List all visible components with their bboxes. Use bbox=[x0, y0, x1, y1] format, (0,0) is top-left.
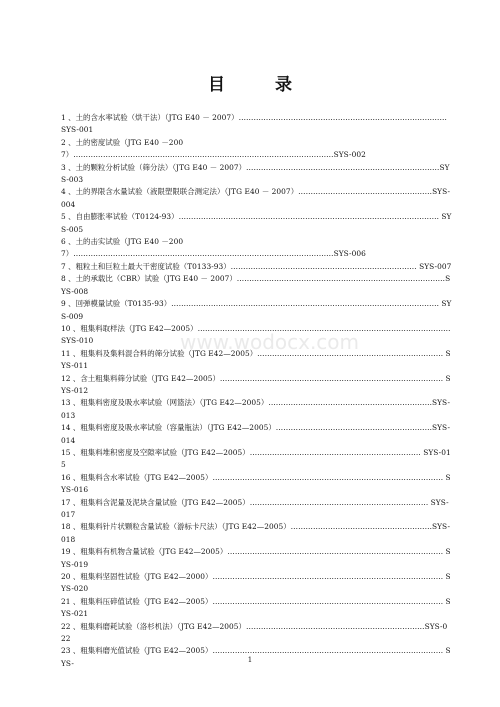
toc-entry-code: SYS-022 bbox=[61, 621, 448, 644]
toc-entry-text: 6 、土的击实试验（JTG E40 －2007）…………………………………………………………………………………………… bbox=[61, 237, 334, 259]
toc-entry-code: 020 bbox=[73, 584, 89, 594]
toc-entry[interactable] bbox=[61, 261, 452, 273]
toc-entry-code: SYS-002 bbox=[333, 150, 366, 160]
toc-entry-text: 12 、含土粗集料筛分试验（JTG E42—2005）……………………………………………………………………………… SYS- bbox=[61, 373, 451, 395]
toc-entry-text: 23 、粗集料磨光值试验（JTG E42—2005）………………………………………………………………………………… SYS- bbox=[61, 646, 451, 668]
toc-entry[interactable] bbox=[61, 298, 452, 323]
toc-entry[interactable] bbox=[61, 447, 452, 472]
toc-entry-code: 019 bbox=[73, 559, 89, 569]
toc-entry-code: 021 bbox=[73, 609, 89, 619]
toc-entry[interactable] bbox=[61, 186, 452, 211]
toc-entry[interactable] bbox=[61, 521, 452, 546]
toc-entry-code: SYS-009 bbox=[61, 299, 452, 321]
toc-entry-code: 012 bbox=[73, 385, 89, 395]
toc-entry-text: 7 、粗粒土和巨粒土最大干密度试验（T0133-93）………………………………………………………………… bbox=[61, 261, 420, 271]
toc-entry-text: 13 、粗集料密度及吸水率试验（网篮法）（JTG E42—2005）………………………………………………………… bbox=[61, 398, 433, 408]
toc-entry[interactable] bbox=[61, 397, 452, 422]
toc-entry-code: SYS-007 bbox=[419, 261, 452, 271]
toc-entry[interactable] bbox=[61, 422, 452, 447]
toc-entry-text: 5 、自由膨胀率试验（T0124-93）…………………………………………………………………………………………… bbox=[61, 212, 442, 222]
toc-entry-code: SYS-001 bbox=[61, 125, 94, 135]
toc-entry[interactable] bbox=[61, 348, 452, 373]
toc-entry-code: 016 bbox=[73, 485, 89, 495]
toc-entry-code: SYS-006 bbox=[333, 249, 366, 259]
toc-entry[interactable] bbox=[61, 236, 452, 261]
toc-entry[interactable] bbox=[61, 211, 452, 236]
toc-entry[interactable] bbox=[61, 373, 452, 398]
toc-entry-text: 17 、粗集料含泥量及泥块含量试验（JTG E42—2005）……………………………………………………………… SYS- bbox=[61, 497, 449, 507]
toc-entry-text: 8 、土的承载比（CBR）试验（JTG E40 － 2007）………………………………………………………………………… bbox=[61, 274, 446, 284]
toc-entry-code: 017 bbox=[61, 510, 76, 519]
toc-entry-code: SYS-013 bbox=[61, 398, 450, 420]
watermark: www.wodocx.com bbox=[180, 330, 360, 354]
toc-entry-code: 011 bbox=[73, 361, 89, 371]
toc-entry-text: 11 、粗集料及集料混合料的筛分试验（JTG E42—2005）………………………………………………………………… SYS- bbox=[61, 348, 451, 371]
toc-entry-text: 3 、土的颗粒分析试验（筛分法）（JTG E40 － 2007）…………………………………………………………………… bbox=[61, 162, 440, 172]
toc-entry-text: 21 、粗集料压碎值试验（JTG E42—2005）………………………………………………………………………………… SYS- bbox=[61, 596, 451, 619]
toc-entry[interactable] bbox=[61, 571, 452, 596]
toc-entry-code: 015 bbox=[61, 447, 451, 470]
toc-entry[interactable] bbox=[61, 137, 452, 162]
toc-entry-text: 15 、粗集料堆积密度及空隙率试验（JTG E42—2005）…………………………………………………………… SYS- bbox=[61, 447, 442, 457]
toc-entry[interactable] bbox=[61, 323, 452, 348]
toc-entry[interactable] bbox=[61, 112, 452, 137]
toc-entry-text: 10 、粗集料取样法（JTG E42—2005）………………………………………………………………………………………… SYS- bbox=[61, 323, 451, 346]
toc-entry-text: 14 、粗集料密度及吸水率试验（容量瓶法）（JTG E42—2005）……………………………………………………… bbox=[61, 423, 433, 433]
toc-entry-code: SYS-003 bbox=[61, 162, 450, 185]
toc-entry-text: 2 、土的密度试验（JTG E40 －2007）…………………………………………………………………………………………… bbox=[61, 137, 334, 160]
toc-entry-text: 16 、粗集料含水率试验（JTG E42—2005）………………………………………………………………………………… SYS- bbox=[61, 472, 451, 495]
toc-entry[interactable] bbox=[61, 472, 452, 497]
toc-entry-code: SYS-004 bbox=[61, 187, 451, 209]
page-number: 1 bbox=[247, 656, 253, 664]
page-title: 目 录 bbox=[208, 75, 314, 95]
toc-entry-text: 19 、粗集料有机物含量试验（JTG E42—2005）…………………………………………………………………………… SYS- bbox=[61, 547, 451, 569]
toc-entry[interactable] bbox=[61, 621, 452, 646]
toc-entry[interactable] bbox=[61, 162, 452, 187]
toc-entry-text: 18 、粗集料针片状颗粒含量试验（游标卡尺法）（JTG E42—2005）………………………………………………… bbox=[61, 522, 433, 532]
toc-entry-code: SYS-014 bbox=[61, 423, 450, 445]
table-of-contents bbox=[61, 112, 452, 670]
toc-entry[interactable] bbox=[61, 497, 452, 522]
toc-entry[interactable] bbox=[61, 596, 452, 621]
toc-entry-code: 010 bbox=[78, 336, 94, 346]
toc-entry-code: SYS-005 bbox=[61, 212, 452, 234]
toc-entry[interactable] bbox=[61, 546, 452, 571]
toc-entry-text: 20 、粗集料坚固性试验（JTG E42—2000）………………………………………………………………………………… SYS- bbox=[61, 572, 451, 594]
toc-entry-text: 4 、土的界限含水量试验（液限塑限联合测定法）（JTG E40 － 2007）……………………………………………… bbox=[61, 187, 433, 197]
toc-entry[interactable] bbox=[61, 273, 452, 298]
toc-entry-code: SYS-018 bbox=[61, 522, 450, 544]
toc-entry-text: 22 、粗集料磨耗试验（洛杉机法）（JTG E42—2005）……………………………………………………………… bbox=[61, 621, 425, 631]
toc-entry-text: 1 、土的含水率试验（烘干法）（JTG E40 － 2007）………………………………………………………………………… bbox=[61, 113, 447, 122]
toc-entry-code: SYS-008 bbox=[61, 274, 451, 296]
toc-entry-text: 9 、回弹模量试验（T0135-93）……………………………………………………………………………………………… bbox=[61, 299, 442, 309]
